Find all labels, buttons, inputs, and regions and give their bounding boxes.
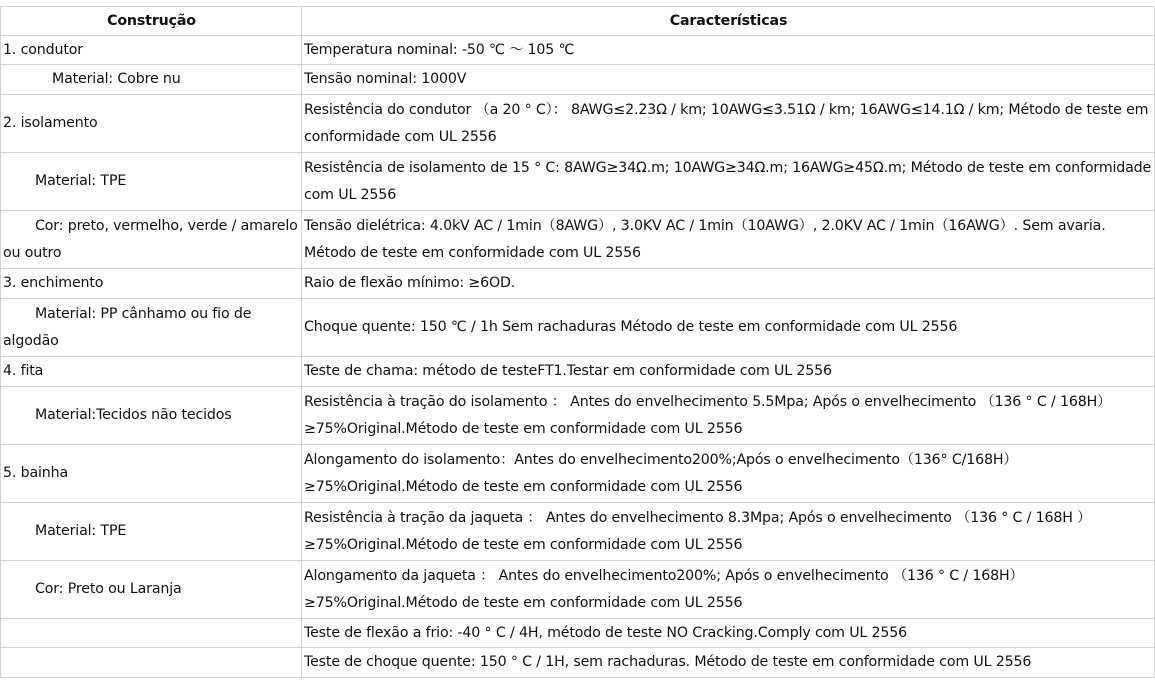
construction-cell: 4. fita [1,357,302,387]
construction-cell: 3. enchimento [1,269,302,299]
table-row [1,299,1155,357]
table-row [1,445,1155,503]
characteristic-cell: Resistência à tração do isolamento ： Antes do envelhecimento 5.5Mpa; Após o envelhecimento （136 ° C / 168H） ≥75%Original.Método de teste em conformidade com UL 2556 [302,387,1155,445]
construction-cell: Cor: preto, vermelho, verde / amarelo ou outro [1,211,302,269]
characteristic-cell: Resistência de isolamento de 15 ° C: 8AWG≥34Ω.m; 10AWG≥34Ω.m; 16AWG≥45Ω.m; Método de teste em conformidade com UL 2556 [302,153,1155,211]
construction-cell [1,648,302,678]
characteristic-cell: Teste de chama: método de testeFT1.Testar em conformidade com UL 2556 [302,357,1155,387]
characteristic-cell: Tensão nominal: 1000V [302,65,1155,95]
construction-cell: 2. isolamento [1,95,302,153]
table-row [1,95,1155,153]
table-row [1,269,1155,299]
characteristic-cell: Alongamento da jaqueta ： Antes do envelhecimento200%; Após o envelhecimento （136 ° C / 168H） ≥75%Original.Método de teste em conformidade com UL 2556 [302,561,1155,619]
characteristic-cell: Teste de flexão a frio: -40 ° C / 4H, método de teste NO Cracking.Comply com UL 2556 [302,619,1155,648]
characteristic-cell: Choque quente: 150 ℃ / 1h Sem rachaduras Método de teste em conformidade com UL 2556 [302,299,1155,357]
header-construction: Construção [1,7,302,36]
construction-cell [1,619,302,648]
specification-table [0,6,1155,678]
table-row [1,503,1155,561]
characteristic-cell: Raio de flexão mínimo: ≥6OD. [302,269,1155,299]
table-row [1,357,1155,387]
construction-cell: Cor: Preto ou Laranja [1,561,302,619]
table-row [1,36,1155,65]
table-row [1,619,1155,648]
table-row [1,153,1155,211]
characteristic-cell: Alongamento do isolamento：Antes do envelhecimento200%;Após o envelhecimento（136° C/168H）≥75%Original.Método de teste em conformidade com UL 2556 [302,445,1155,503]
characteristic-cell: Temperatura nominal: -50 ℃ ～ 105 ℃ [302,36,1155,65]
construction-cell: Material: TPE [1,153,302,211]
characteristic-cell: Tensão dielétrica: 4.0kV AC / 1min（8AWG）, 3.0KV AC / 1min（10AWG）, 2.0KV AC / 1min（16AWG）. Sem avaria. Método de teste em conformidade com UL 2556 [302,211,1155,269]
construction-cell: Material: Cobre nu [1,65,302,95]
table-row [1,387,1155,445]
characteristic-cell: Resistência à tração da jaqueta ： Antes do envelhecimento 8.3Mpa; Após o envelhecimento （136 ° C / 168H ）≥75%Original.Método de teste em conformidade com UL 2556 [302,503,1155,561]
construction-cell: 5. bainha [1,445,302,503]
table-row [1,211,1155,269]
table-row [1,648,1155,678]
table-row [1,65,1155,95]
construction-cell: Material: PP cânhamo ou fio de algodão [1,299,302,357]
header-characteristics: Características [302,7,1155,36]
characteristic-cell: Teste de choque quente: 150 ° C / 1H, sem rachaduras. Método de teste em conformidade com UL 2556 [302,648,1155,678]
table-row [1,561,1155,619]
construction-cell: 1. condutor [1,36,302,65]
table-header-row [1,7,1155,36]
construction-cell: Material: TPE [1,503,302,561]
construction-cell: Material:Tecidos não tecidos [1,387,302,445]
characteristic-cell: Resistência do condutor （a 20 ° C）： 8AWG≤2.23Ω / km; 10AWG≤3.51Ω / km; 16AWG≤14.1Ω / km; Método de teste em conformidade com UL 2556 [302,95,1155,153]
